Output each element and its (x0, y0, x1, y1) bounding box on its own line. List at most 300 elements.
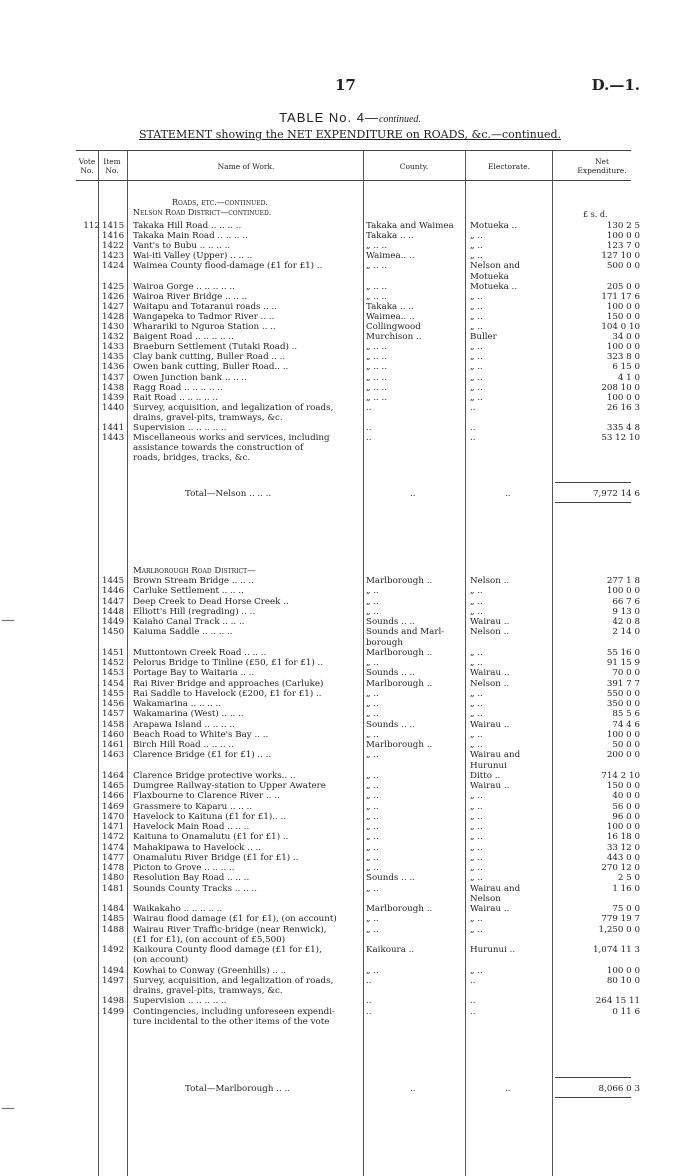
electorate: „ .. (470, 688, 483, 699)
net-expenditure: 171 17 6 (601, 291, 640, 302)
item-no: 1466 (102, 791, 125, 802)
electorate: „ .. (470, 709, 483, 720)
item-no: 1478 (102, 863, 125, 873)
item-no: 1494 (102, 965, 125, 976)
net-expenditure: 34 0 0 (612, 332, 640, 343)
table-row (0, 597, 700, 607)
table-row (0, 750, 700, 760)
county: Marlborough .. (366, 678, 433, 689)
vote-no: 112 (83, 221, 100, 231)
electorate: Wairau .. (470, 668, 510, 679)
net-expenditure: 16 18 0 (606, 832, 640, 843)
county: Sounds .. .. (366, 719, 415, 730)
work-name: Clarence Bridge (£1 for £1) .. .. (133, 750, 272, 761)
electorate: Wairau .. (470, 781, 510, 791)
electorate: Hurunui .. (470, 945, 516, 955)
electorate: „ .. (470, 914, 483, 925)
work-name: (£1 for £1), (on account of £5,500) (133, 934, 286, 945)
table-row (0, 332, 700, 342)
work-name: Kaituna to Onamalutu (£1 for £1) .. (133, 832, 289, 843)
item-no: 1450 (102, 627, 125, 638)
net-expenditure: 130 2 5 (606, 221, 640, 231)
net-expenditure: 779 19 7 (601, 914, 640, 925)
table-row (0, 904, 700, 914)
county: borough (366, 637, 403, 648)
col-header-item: Item No. (103, 157, 121, 175)
county: Takaka .. .. (366, 231, 414, 242)
table-row (0, 302, 700, 312)
work-name: assistance towards the construction of (133, 443, 304, 454)
work-name: Waimea County flood-damage (£1 for £1) .. (133, 261, 323, 272)
table-row (0, 322, 700, 332)
table-row (0, 740, 700, 750)
net-expenditure: 277 1 8 (606, 576, 640, 586)
item-no: 1435 (102, 352, 125, 363)
table-row (0, 282, 700, 292)
county: „ .. (366, 791, 379, 802)
electorate: „ .. (470, 301, 483, 312)
net-expenditure: 100 0 0 (606, 586, 640, 597)
work-name: Wairau River Traffic-bridge (near Renwick), (133, 924, 327, 935)
item-no: 1469 (102, 801, 125, 812)
item-no: 1477 (102, 852, 125, 863)
table-row (0, 403, 700, 413)
electorate: .. (470, 433, 476, 444)
work-name: Beach Road to White's Bay .. .. (133, 729, 269, 740)
net-expenditure: 100 0 0 (606, 301, 640, 312)
work-name: Birch Hill Road .. .. .. .. (133, 740, 234, 750)
electorate: „ .. (470, 606, 483, 617)
county: „ .. (366, 842, 379, 853)
table-title-main: TABLE No. 4— (279, 110, 379, 125)
electorate: „ .. (470, 863, 483, 873)
net-expenditure: 200 0 0 (606, 750, 640, 761)
net-expenditure: 100 0 0 (606, 965, 640, 976)
table-row (0, 822, 700, 832)
electorate: „ .. (470, 852, 483, 863)
item-no: 1488 (102, 924, 125, 935)
total-marlborough-label: Total—Marlborough .. .. (185, 1084, 290, 1094)
item-no: 1453 (102, 668, 125, 679)
table-row (0, 771, 700, 781)
electorate: Wairau and (470, 883, 521, 894)
electorate: Motueka (470, 271, 509, 282)
electorate: .. (470, 402, 476, 413)
work-name: Wairau flood damage (£1 for £1), (on account) (133, 914, 337, 925)
county: Marlborough .. (366, 647, 433, 658)
net-expenditure: 1,250 0 0 (598, 924, 640, 935)
net-expenditure: 53 12 10 (601, 433, 640, 444)
electorate: Wairau .. (470, 719, 510, 730)
county: „ .. .. (366, 392, 388, 403)
table-row (0, 873, 700, 883)
total-nelson-row (0, 489, 700, 499)
net-expenditure: 6 15 0 (612, 362, 640, 373)
table-row (0, 312, 700, 322)
table-row (0, 986, 700, 996)
item-no: 1463 (102, 750, 125, 761)
net-expenditure: 208 10 0 (601, 382, 640, 393)
electorate: Nelson .. (470, 627, 510, 638)
table-row (0, 576, 700, 586)
table-subtitle (0, 128, 700, 141)
total-marlborough-row (0, 1084, 700, 1094)
col-header-county: County. (399, 162, 429, 171)
total-nelson-electorate: .. (505, 489, 511, 499)
electorate: Hurunui (470, 760, 507, 771)
net-expenditure: 150 0 0 (606, 781, 640, 791)
work-name: Wai-iti Valley (Upper) .. .. .. (133, 251, 253, 262)
col-header-expenditure: Net Expenditure. (577, 157, 627, 175)
table-row (0, 781, 700, 791)
net-expenditure: 100 0 0 (606, 822, 640, 832)
county: „ .. (366, 852, 379, 863)
item-no: 1455 (102, 688, 125, 699)
table-row (0, 976, 700, 986)
item-no: 1430 (102, 322, 125, 332)
net-expenditure: 96 0 0 (612, 811, 640, 822)
section-heading-nelson: Nelson Road District—continued. (133, 208, 272, 217)
net-expenditure: 75 0 0 (612, 904, 640, 914)
item-no: 1497 (102, 975, 125, 986)
work-name: Pelorus Bridge to Tinline (£50, £1 for £1) .. (133, 658, 324, 668)
county: „ .. (366, 822, 379, 832)
total-nelson-county: .. (410, 489, 416, 499)
work-name: Portage Bay to Waitaria .. .. (133, 668, 255, 679)
county: „ .. (366, 586, 379, 597)
county: Murchison .. (366, 332, 422, 343)
work-name: Takaka Hill Road .. .. .. .. (133, 221, 242, 231)
table-row (0, 945, 700, 955)
net-expenditure: 40 0 0 (612, 791, 640, 802)
work-name: Kaiuma Saddle .. .. .. .. (133, 627, 233, 638)
electorate: Nelson .. (470, 576, 510, 586)
net-expenditure: 4 1 0 (617, 372, 640, 383)
work-name: Wakamarina .. .. .. .. (133, 699, 222, 709)
county: „ .. (366, 863, 379, 873)
work-name: Sounds County Tracks .. .. .. (133, 883, 257, 894)
county: .. (366, 975, 372, 986)
work-name: Mahakipawa to Havelock .. .. (133, 842, 262, 853)
margin-mark (2, 1108, 14, 1109)
net-expenditure: 123 7 0 (606, 241, 640, 252)
table-row (0, 843, 700, 853)
total-rule (555, 502, 631, 503)
net-expenditure: 100 0 0 (606, 231, 640, 242)
county: Marlborough .. (366, 576, 433, 586)
net-expenditure: 391 7 7 (606, 678, 640, 689)
electorate: „ .. (470, 740, 483, 750)
item-no: 1448 (102, 606, 125, 617)
work-name: Havelock Main Road .. .. .. (133, 822, 250, 832)
work-name: drains, gravel-pits, tramways, &c. (133, 986, 283, 996)
total-rule (555, 1077, 631, 1078)
item-no: 1499 (102, 1006, 125, 1017)
net-expenditure: 50 0 0 (612, 740, 640, 750)
electorate: „ .. (470, 352, 483, 363)
work-name: Clay bank cutting, Buller Road .. .. (133, 352, 286, 363)
net-expenditure: 85 5 6 (612, 709, 640, 720)
electorate: „ .. (470, 729, 483, 740)
table-row (0, 761, 700, 771)
net-expenditure: 2 14 0 (612, 627, 640, 638)
work-name: Supervision .. .. .. .. .. (133, 423, 227, 433)
item-no: 1457 (102, 709, 125, 720)
table-row (0, 720, 700, 730)
total-nelson-amount: 7,972 14 6 (593, 489, 640, 499)
net-expenditure: 205 0 0 (606, 281, 640, 292)
total-rule (555, 1097, 631, 1098)
item-no: 1440 (102, 402, 125, 413)
county: „ .. (366, 658, 379, 668)
county: „ .. .. (366, 241, 388, 252)
work-name: Owen Junction bank .. .. .. (133, 372, 247, 383)
table-row (0, 894, 700, 904)
table-title-continued: continued. (378, 114, 421, 125)
table-row (0, 658, 700, 668)
net-expenditure: 100 0 0 (606, 342, 640, 353)
item-no: 1422 (102, 241, 125, 252)
net-expenditure: 1 16 0 (612, 883, 640, 894)
county: „ .. (366, 709, 379, 720)
work-name: Flaxbourne to Clarence River .. .. (133, 791, 280, 802)
table-row (0, 251, 700, 261)
item-no: 1428 (102, 311, 125, 322)
lsd-header: £ s. d. (583, 210, 608, 219)
work-name: Kowhai to Conway (Greenhills) .. .. (133, 965, 287, 976)
county: „ .. (366, 729, 379, 740)
electorate: Nelson (470, 893, 501, 904)
work-name: ture incidental to the other items of the vote (133, 1016, 330, 1027)
net-expenditure: 335 4 8 (606, 423, 640, 433)
work-name: Resolution Bay Road .. .. .. (133, 873, 250, 884)
county: Sounds .. .. (366, 617, 415, 627)
section-heading-marlborough: Marlborough Road District— (133, 566, 256, 576)
work-name: Wairoa River Bridge .. .. .. (133, 291, 248, 302)
item-no: 1464 (102, 770, 125, 781)
item-no: 1447 (102, 596, 125, 607)
item-no: 1433 (102, 342, 125, 353)
electorate: „ .. (470, 699, 483, 709)
item-no: 1481 (102, 883, 125, 894)
net-expenditure: 66 7 6 (612, 596, 640, 607)
item-no: 1454 (102, 678, 125, 689)
table-row (0, 812, 700, 822)
table-title (0, 110, 700, 125)
work-name: Muttontown Creek Road .. .. .. (133, 647, 267, 658)
county: „ .. (366, 596, 379, 607)
county: .. (366, 402, 372, 413)
electorate: „ .. (470, 842, 483, 853)
electorate: .. (470, 423, 476, 433)
work-name: Wakamarina (West) .. .. .. (133, 709, 244, 720)
table-row (0, 272, 700, 282)
table-row (0, 453, 700, 463)
electorate: „ .. (470, 311, 483, 322)
item-no: 1432 (102, 332, 125, 343)
net-expenditure: 550 0 0 (606, 688, 640, 699)
work-name: drains, gravel-pits, tramways, &c. (133, 412, 283, 423)
total-rule (555, 482, 631, 483)
table-row (0, 362, 700, 372)
table-row (0, 914, 700, 924)
electorate: „ .. (470, 586, 483, 597)
table-row (0, 668, 700, 678)
work-name: Brown Stream Bridge .. .. .. (133, 576, 254, 586)
work-name: Miscellaneous works and services, including (133, 433, 330, 444)
electorate: Motueka .. (470, 221, 518, 231)
electorate: Wairau and (470, 750, 521, 761)
item-no: 1485 (102, 914, 125, 925)
electorate: „ .. (470, 392, 483, 403)
item-no: 1451 (102, 647, 125, 658)
header-bottom-rule (76, 180, 631, 181)
county: „ .. (366, 924, 379, 935)
net-expenditure: 33 12 0 (606, 842, 640, 853)
county: Waimea.. .. (366, 251, 415, 262)
county: „ .. (366, 883, 379, 894)
table-row (0, 689, 700, 699)
work-name: Waikakaho .. .. .. .. .. (133, 904, 223, 914)
work-name: Grassmere to Kaparu .. .. .. (133, 801, 253, 812)
item-no: 1446 (102, 586, 125, 597)
work-name: Contingencies, including unforeseen expendi- (133, 1006, 335, 1017)
work-name: roads, bridges, tracks, &c. (133, 453, 251, 464)
net-expenditure: 56 0 0 (612, 801, 640, 812)
net-expenditure: 714 2 10 (601, 770, 640, 781)
electorate: „ .. (470, 811, 483, 822)
table-row (0, 955, 700, 965)
net-expenditure: 1,074 11 3 (593, 945, 640, 955)
item-no: 1498 (102, 996, 125, 1007)
table-subtitle-text: STATEMENT showing the NET EXPENDITURE on ROADS, &c.—continued. (138, 128, 561, 141)
county: „ .. .. (366, 372, 388, 383)
item-no: 1437 (102, 372, 125, 383)
table-row (0, 433, 700, 443)
work-name: Baigent Road .. .. .. .. .. (133, 332, 234, 343)
table-row (0, 443, 700, 453)
work-name: Kaiaho Canal Track .. .. .. (133, 617, 245, 627)
table-row (0, 627, 700, 637)
work-name: Clarence Bridge protective works.. .. (133, 770, 296, 781)
electorate: Nelson .. (470, 678, 510, 689)
table-row (0, 423, 700, 433)
county: Takaka .. .. (366, 301, 414, 312)
item-no: 1456 (102, 699, 125, 709)
work-name: Survey, acquisition, and legalization of roads, (133, 975, 334, 986)
table-row (0, 791, 700, 801)
item-no: 1439 (102, 392, 125, 403)
table-row (0, 679, 700, 689)
electorate: „ .. (470, 596, 483, 607)
electorate: .. (470, 975, 476, 986)
table-row (0, 648, 700, 658)
electorate: „ .. (470, 372, 483, 383)
work-name: Ragg Road .. .. .. .. .. (133, 382, 223, 393)
table-row (0, 699, 700, 709)
work-name: (on account) (133, 955, 189, 966)
county: „ .. (366, 811, 379, 822)
work-name: Onamalutu River Bridge (£1 for £1) .. (133, 852, 299, 863)
work-name: Picton to Grove .. .. .. .. (133, 863, 235, 873)
electorate: Wairau .. (470, 617, 510, 627)
county: „ .. .. (366, 352, 388, 363)
electorate: „ .. (470, 647, 483, 658)
table-row (0, 231, 700, 241)
table-row (0, 863, 700, 873)
col-header-electorate: Electorate. (488, 162, 530, 171)
table-row (0, 832, 700, 842)
item-no: 1461 (102, 740, 125, 750)
item-no: 1426 (102, 291, 125, 302)
table-row (0, 373, 700, 383)
electorate: „ .. (470, 241, 483, 252)
county: Kaikoura .. (366, 945, 415, 955)
electorate: „ .. (470, 291, 483, 302)
table-row (0, 607, 700, 617)
electorate: Wairau .. (470, 904, 510, 914)
total-marlborough-county: .. (410, 1084, 416, 1094)
item-no: 1458 (102, 719, 125, 730)
county: Sounds .. .. (366, 668, 415, 679)
electorate: Ditto .. (470, 770, 501, 781)
table-row (0, 342, 700, 352)
item-no: 1436 (102, 362, 125, 373)
county: „ .. (366, 688, 379, 699)
county: Sounds .. .. (366, 873, 415, 884)
net-expenditure: 55 16 0 (606, 647, 640, 658)
table-row (0, 853, 700, 863)
work-name: Wharariki to Nguroa Station .. .. (133, 322, 276, 332)
table-row (0, 352, 700, 362)
table-row (0, 413, 700, 423)
county: „ .. (366, 770, 379, 781)
county: „ .. (366, 965, 379, 976)
electorate: .. (470, 996, 476, 1007)
table-row (0, 261, 700, 271)
total-marlborough-electorate: .. (505, 1084, 511, 1094)
item-no: 1460 (102, 729, 125, 740)
table-row (0, 925, 700, 935)
electorate: „ .. (470, 832, 483, 843)
table-row (0, 617, 700, 627)
item-no: 1427 (102, 301, 125, 312)
table-row (0, 292, 700, 302)
item-no: 1480 (102, 873, 125, 884)
col-header-name: Name of Work. (217, 162, 275, 171)
county: „ .. (366, 750, 379, 761)
total-nelson-label: Total—Nelson .. .. .. (185, 489, 272, 499)
table-row (0, 1007, 700, 1017)
electorate: „ .. (470, 362, 483, 373)
net-expenditure: 2 5 0 (617, 873, 640, 884)
electorate: „ .. (470, 322, 483, 332)
county: „ .. (366, 699, 379, 709)
county: .. (366, 423, 372, 433)
work-name: Wangapeka to Tadmor River .. .. (133, 311, 275, 322)
work-name: Waitapu and Totaranui roads .. .. (133, 301, 278, 312)
table-row (0, 638, 700, 648)
electorate: „ .. (470, 342, 483, 353)
item-no: 1471 (102, 822, 125, 832)
table-row (0, 1017, 700, 1027)
electorate: Motueka .. (470, 281, 518, 292)
county: „ .. .. (366, 342, 388, 353)
item-no: 1492 (102, 945, 125, 955)
work-name: Takaka Main Road .. .. .. .. (133, 231, 248, 242)
page-header (0, 76, 700, 96)
net-expenditure: 100 0 0 (606, 392, 640, 403)
